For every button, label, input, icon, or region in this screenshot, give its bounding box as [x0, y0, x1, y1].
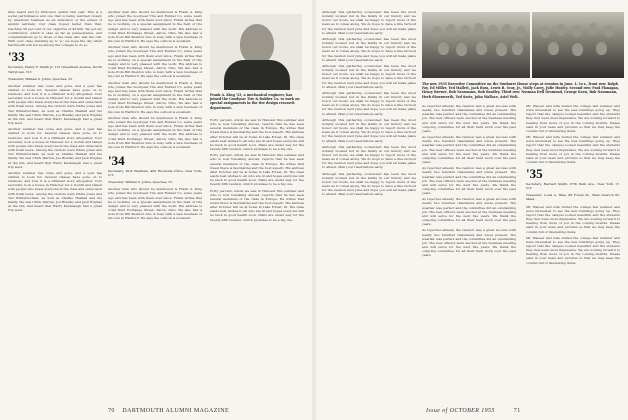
secretary-address: Secretary, Herbert Smith, 67th Park Ave., New York 17, N.Y. — [526, 182, 620, 191]
person-face — [474, 23, 484, 35]
magazine-title: DARTMOUTH ALUMNI MAGAZINE — [122, 408, 230, 414]
column-text: Although this gathering occasioned has been the most notably located but in the family in our history and we honor our hosts, we shall be happy to report more of the news as it comes along. We do hope to have a fine turnout for the reunion next June and hope you will all make plans to attend. Mail your reservations early. — [322, 63, 416, 89]
person-face — [540, 26, 550, 38]
column-text: As reported already, the reunion was a great success with nearly two hundred classmates and wives present. The weather was perfect and the committee did an outstanding job. The new officers were elected at the business meeting and will serve for the next five years. We thank the outgoing committee for all their hard work over the past years. — [422, 228, 516, 258]
left-column-1 — [8, 10, 102, 214]
class-heading — [8, 51, 102, 63]
right-page — [316, 0, 628, 420]
group-photo-caption: The new 1935 Executive Committee on the Sunburst House steps at reunion in June. L. to r., front row: Ralph Fay, Ed Miller, Ted Mallett, Jack Ross, Lewis B. Gray, Jr., Wally Carey, Julie Huxley. Second row: Paul Flanagan, Henry Brewer, Bob Nessmann, Bob Bradley. Third row: Norman Dell Desmond, George Keen, Bob Nassmann, Herb Shoenwerth, Ted Sortz, John Wallace, Ariel Welt. — [422, 82, 619, 99]
issue-label: Issue of OCTOBER 1955 — [426, 408, 495, 414]
left-column-3 — [210, 118, 304, 224]
column-text: Forty percent, whom we saw in Hanover this summer and who is now travelling abroad, reports that he has seen several members of the class in Europe. He writes that travel there is fascinating and the food superb. His address after October will be at home in Lake Forest, Ill. The class sends best wishes to all who are ill and hopes everyone will be back in good health soon. Plans are under way for the twenty-fifth reunion, which promises to be a big one. — [210, 118, 304, 152]
column-text: Another man who should be mentioned is Frank A. King who joined the Goodyear Tire and Rubber Co. some years ago and has been with them ever since. Frank writes that he is working on a special assignment in the field of tire design and is very pleased with the work. His address is 1144 West Exchange Street, Akron, Ohio. We also had a note from Bill Sheldon who is busy with a new business of his own in Hartford. He says the outlook is excellent. — [108, 115, 202, 149]
column-text: Although this gathering occasioned has been the most notably located but in the family in our history and we honor our hosts, we shall be happy to report more of the news as it comes along. We do hope to have a fine turnout for the reunion next June and hope you will all make plans to attend. Mail your reservations early. — [322, 171, 416, 197]
person-face — [572, 25, 582, 37]
class-heading — [108, 155, 202, 167]
treasurer-address: Treasurer, William S. Johns, Quechee, Vt. — [8, 76, 73, 81]
class-heading — [526, 168, 620, 180]
page-footer — [426, 408, 521, 414]
person-face — [502, 24, 512, 36]
column-text: As reported already, the reunion was a great success with nearly two hundred classmates and wives present. The weather was perfect and the committee did an outstanding job. The new officers were elected at the business meeting and will serve for the next five years. We thank the outgoing committee for all their hard work over the past years. — [422, 166, 516, 196]
column-text: Forty percent, whom we saw in Hanover this summer and who is now travelling abroad, reports that he has seen several members of the class in Europe. He writes that travel there is fascinating and the food superb. His address after October will be at home in Lake Forest, Ill. The class sends best wishes to all who are ill and hopes everyone will be back in good health soon. Plans are under way for the twenty-fifth reunion, which promises to be a big one. — [210, 153, 304, 187]
right-column-2 — [422, 104, 516, 259]
column-text: Another summer has come and gone, and a year has started to loom for. Several classes have gone on to reunions, and now it is a different story altogether. Your secretary took a house in Hanover for a month and talked with people who knew everyone in the class and came back with fresh news. Among the visitors were Eddie Jones and Ted Winterbotham, as well as Charlie Haskell and his family. We saw Chick Warren, Joe Bradley and Jack Hughes at the Inn, and heard that Harry Kavanaugh had a great trip west. — [8, 83, 102, 126]
column-text: Although this gathering occasioned has been the most notably located but in the family in our history and we honor our hosts, we shall be happy to report more of the news as it comes along. We do hope to have a fine turnout for the reunion next June and hope you will all make plans to attend. Mail your reservations early. — [322, 144, 416, 170]
person-face — [588, 23, 598, 35]
column-text: Although this gathering occasioned has been the most notably located but in the family in our history and we honor our hosts, we shall be happy to report more of the news as it comes along. We do hope to have a fine turnout for the reunion next June and hope you will all make plans to attend. Mail your reservations early. — [322, 10, 416, 35]
person-face — [446, 24, 456, 36]
person-face — [516, 26, 526, 38]
person-face — [456, 43, 467, 56]
person-face — [572, 43, 583, 56]
portrait-photo — [210, 14, 302, 90]
column-text: Mr. Hauser and wife visited the college last summer and were interested to see the new buildings going up. They report that the campus looked beautiful and the students they met were most impressive. We are looking forward to hearing from more of you in the coming months. Please send in your news and pictures so that we may keep the column full of interesting items. — [526, 135, 620, 165]
person-face — [604, 25, 614, 37]
left-column-2 — [108, 10, 202, 223]
column-text: Although this gathering occasioned has been the most notably located but in the family in our history and we honor our hosts, we shall be happy to report more of the news as it comes along. We do hope to have a fine turnout for the reunion next June and hope you will all make plans to attend. Mail your reservations early. — [322, 117, 416, 143]
column-text: Although this gathering occasioned has been the most notably located but in the family in our history and we honor our hosts, we shall be happy to report more of the news as it comes along. We do hope to have a fine turnout for the reunion next June and hope you will all make plans to attend. Mail your reservations early. — [322, 36, 416, 62]
column-text: Another summer has come and gone, and a year has started to loom for. Several classes have gone on to reunions, and now it is a different story altogether. Your secretary took a house in Hanover for a month and talked with people who knew everyone in the class and came back with fresh news. Among the visitors were Eddie Jones and Ted Winterbotham, as well as Charlie Haskell and his family. We saw Chick Warren, Joe Bradley and Jack Hughes at the Inn, and heard that Harry Kavanaugh had a great trip west. — [8, 127, 102, 169]
column-text: Another man who should be mentioned is Frank A. King who joined the Goodyear Tire and Rubber Co. some years ago and has been with them ever since. Frank writes that he is working on a special assignment in the field of tire design and is very pleased with the work. His address is 1144 West Exchange Street, Akron, Ohio. We also had a note from Bill Sheldon who is busy with a new business of his own in Hartford. He says the outlook is excellent. — [108, 80, 202, 114]
column-text: Mr. Hauser and wife visited the college last summer and were interested to see the new buildings going up. They report that the campus looked beautiful and the students they met were most impressive. We are looking forward to hearing from more of you in the coming months. Please send in your news and pictures so that we may keep the column full of interesting items. — [526, 104, 620, 133]
column-text: Although this gathering occasioned has been the most notably located but in the family in our history and we honor our hosts, we shall be happy to report more of the news as it comes along. We do hope to have a fine turnout for the reunion next June and hope you will all make plans to attend. Mail your reservations early. — [322, 90, 416, 116]
portrait-face — [240, 24, 274, 64]
column-text: Another man who should be mentioned is Frank A. King who joined the Goodyear Tire and Rubber Co. some years ago and has been with them ever since. Frank writes that he is working on a special assignment in the field of tire design and is very pleased with the work. His address is 1144 West Exchange Street, Akron, Ohio. We also had a note from Bill Sheldon who is busy with a new business of his own in Hartford. He says the outlook is excellent. — [108, 45, 202, 79]
column-text: Another man who should be mentioned is Frank A. King who joined the Goodyear Tire and Rubber Co. some years ago and has been with them ever since. Frank writes that he is working on a special assignment in the field of tire design and is very pleased with the work. His address is 1144 West Exchange Street, Akron, Ohio. We also had a note from Bill Sheldon who is busy with a new business of his own in Hartford. He says the outlook is excellent. — [108, 10, 202, 44]
photo-caption: Frank A. King '33, a mechanical engineer, has joined the Goodyear Tire & Rubber Co. to work on special assignments in the tire design research department. — [210, 93, 300, 110]
column-text: As reported already, the reunion was a great success with nearly two hundred classmates and wives present. The weather was perfect and the committee did an outstanding job. The new officers were elected at the business meeting and will serve for the next five years. We thank the outgoing committee for all their hard work over the past years. — [422, 135, 516, 165]
class-year: '34 — [108, 153, 125, 168]
page-footer — [108, 408, 229, 414]
group-photo — [422, 12, 530, 78]
page-number: 71 — [513, 408, 521, 414]
column-text: time heard and by Princeton earlier this year. This is a social performance and one that is being watched closely by American business as an indication of the extent of alumni self-help. Our class hoped better than that, reaching 58 per cent of our objective of $3,000. We got my contribution, which is okay as far as perseverance, and congratulations go to those of the class who met the call. With your class standing up to 'p,' we hope the day when Dartmouth will not be among the colleges to do so. — [8, 10, 102, 48]
column-text: Mr. Hauser and wife visited the college last summer and were interested to see the new buildings going up. They report that the campus looked beautiful and the students they met were most impressive. We are looking forward to hearing from more of you in the coming months. Please send in your news and pictures so that we may keep the column full of interesting items. — [526, 235, 620, 265]
column-text: Another man who should be mentioned is Frank A. King who joined the Goodyear Tire and Rubber Co. some years ago and has been with them ever since. Frank writes that he is working on a special assignment in the field of tire design and is very pleased with the work. His address is 1144 West Exchange Street, Akron, Ohio. We also had a note from Bill Sheldon who is busy with a new business of his own in Hartford. He says the outlook is excellent. — [108, 187, 202, 221]
person-face — [432, 26, 442, 38]
person-face — [512, 42, 523, 55]
person-face — [596, 42, 607, 55]
treasurer-address: Treasurer, Louis A. Hale, 80 Forest St., West Newton 65, Mass. — [526, 193, 620, 202]
column-text: Forty percent, whom we saw in Hanover this summer and who is now travelling abroad, reports that he has seen several members of the class in Europe. He writes that travel there is fascinating and the food superb. His address after October will be at home in Lake Forest, Ill. The class sends best wishes to all who are ill and hopes everyone will be back in good health soon. Plans are under way for the twenty-fifth reunion, which promises to be a big one. — [210, 188, 304, 222]
secretary-address: Secretary, Dick Wellman, 460 Riverside Drive, New York, N.Y. — [108, 169, 202, 178]
right-column-1 — [322, 10, 416, 199]
person-face — [476, 42, 487, 55]
person-face — [548, 42, 559, 55]
person-face — [556, 24, 566, 36]
column-text: Mr. Hauser and wife visited the college last summer and were interested to see the new buildings going up. They report that the campus looked beautiful and the students they met were most impressive. We are looking forward to hearing from more of you in the coming months. Please send in your news and pictures so that we may keep the column full of interesting items. — [526, 204, 620, 234]
person-face — [460, 25, 470, 37]
left-page — [0, 0, 312, 420]
class-year: '33 — [8, 49, 25, 65]
portrait-suit — [224, 60, 290, 90]
secretary-address: Secretary, Henry F. Smith Jr. 115 Greenfield Avenue, North Tarrytown, N.Y. — [8, 65, 102, 74]
page-number: 70 — [108, 408, 115, 414]
column-text: As reported already, the reunion was a great success with nearly two hundred classmates and wives present. The weather was perfect and the committee did an outstanding job. The new officers were elected at the business meeting and will serve for the next five years. We thank the outgoing committee for all their hard work over the past years. — [422, 104, 516, 133]
right-column-3 — [526, 104, 620, 267]
column-text: As reported already, the reunion was a great success with nearly two hundred classmates and wives present. The weather was perfect and the committee did an outstanding job. The new officers were elected at the business meeting and will serve for the next five years. We thank the outgoing committee for all their hard work over the past years. — [422, 197, 516, 227]
treasurer-address: Treasurer, William S. Johns, Quechee, Vt. — [108, 180, 173, 185]
class-year: '35 — [526, 166, 543, 182]
person-face — [488, 25, 498, 37]
column-text: Another summer has come and gone, and a year has started to loom for. Several classes have gone on to reunions, and now it is a different story altogether. Your secretary took a house in Hanover for a month and talked with people who knew everyone in the class and came back with fresh news. Among the visitors were Eddie Jones and Ted Winterbotham, as well as Charlie Haskell and his family. We saw Chick Warren, Joe Bradley and Jack Hughes at the Inn, and heard that Harry Kavanaugh had a great trip west. — [8, 170, 102, 213]
person-face — [496, 43, 507, 56]
person-face — [438, 42, 449, 55]
group-photo-right — [532, 12, 624, 78]
